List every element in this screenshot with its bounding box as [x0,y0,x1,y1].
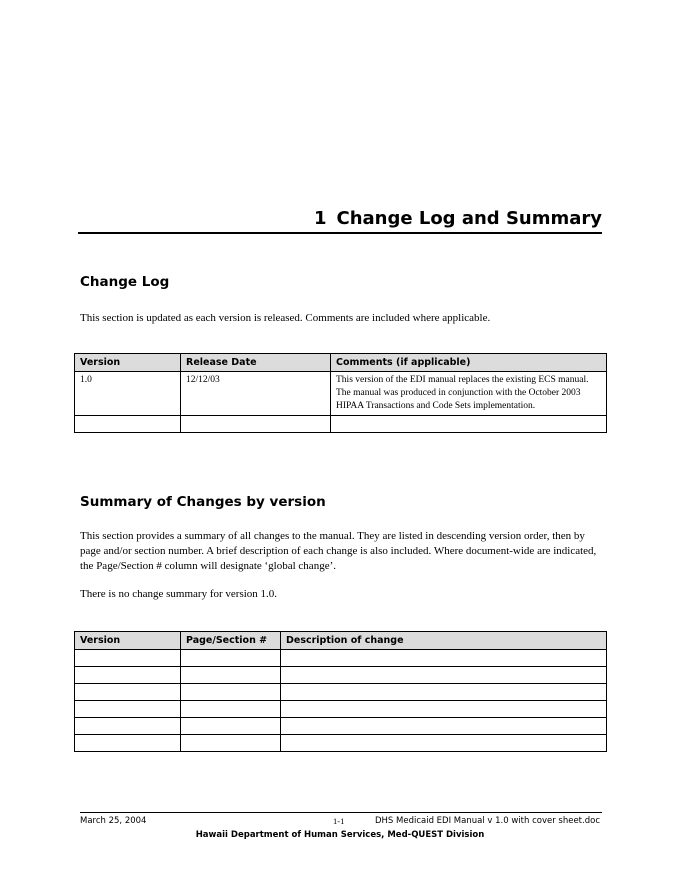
summary-intro: This section provides a summary of all changes to the manual. They are listed in descending version order, then by page and/or section number. A brief description of each change is also included. Where document-wide are indicated, the Page/Section # column will designate ‘global change’. [80,530,597,572]
chapter-rule [78,232,602,234]
cell-empty [181,718,281,735]
cell-empty [331,416,607,433]
change-log-intro: This section is updated as each version is released. Comments are included where applicable. [80,312,491,324]
cell-comments: This version of the EDI manual replaces the existing ECS manual. The manual was produced in conjunction with the October 2003 HIPAA Transactions and Code Sets implementation. [331,372,607,416]
table-header-row [75,354,607,372]
cell-empty [281,718,607,735]
column-header-description: Description of change [281,632,607,650]
chapter-number: 1 [313,208,327,229]
cell-empty [281,684,607,701]
cell-empty [75,735,181,752]
column-header-version: Version [75,354,181,372]
change-log-heading: Change Log [80,274,170,290]
cell-empty [281,735,607,752]
summary-note: There is no change summary for version 1.0. [80,588,278,600]
table-row-empty [75,416,607,433]
footer-organization: Hawaii Department of Human Services, Med-QUEST Division [195,830,485,840]
cell-empty [281,667,607,684]
column-header-page-section: Page/Section # [181,632,281,650]
chapter-title-text: Change Log and Summary [336,208,602,229]
column-header-version: Version [75,632,181,650]
table-row-empty [75,735,607,752]
summary-table [74,631,607,752]
footer-document-name: DHS Medicaid EDI Manual v 1.0 with cover sheet.doc [374,816,600,826]
table-row-empty [75,701,607,718]
cell-empty [181,416,331,433]
cell-empty [181,650,281,667]
cell-empty [75,416,181,433]
cell-empty [181,684,281,701]
cell-empty [181,701,281,718]
change-log-table [74,353,607,433]
footer-date: March 25, 2004 [80,816,147,826]
cell-empty [75,650,181,667]
cell-version: 1.0 [75,372,181,416]
table-row-empty [75,684,607,701]
table-row-empty [75,667,607,684]
cell-empty [75,701,181,718]
cell-empty [75,684,181,701]
cell-empty [181,735,281,752]
column-header-comments: Comments (if applicable) [331,354,607,372]
chapter-title [80,208,602,229]
summary-heading: Summary of Changes by version [80,494,326,510]
cell-empty [281,701,607,718]
cell-empty [75,718,181,735]
column-header-release-date: Release Date [181,354,331,372]
table-row [75,372,607,416]
cell-empty [75,667,181,684]
cell-empty [181,667,281,684]
cell-empty [281,650,607,667]
cell-release-date: 12/12/03 [181,372,331,416]
table-header-row [75,632,607,650]
table-row-empty [75,718,607,735]
footer-rule [80,812,602,813]
table-row-empty [75,650,607,667]
footer-page-number: 1-1 [333,816,345,826]
